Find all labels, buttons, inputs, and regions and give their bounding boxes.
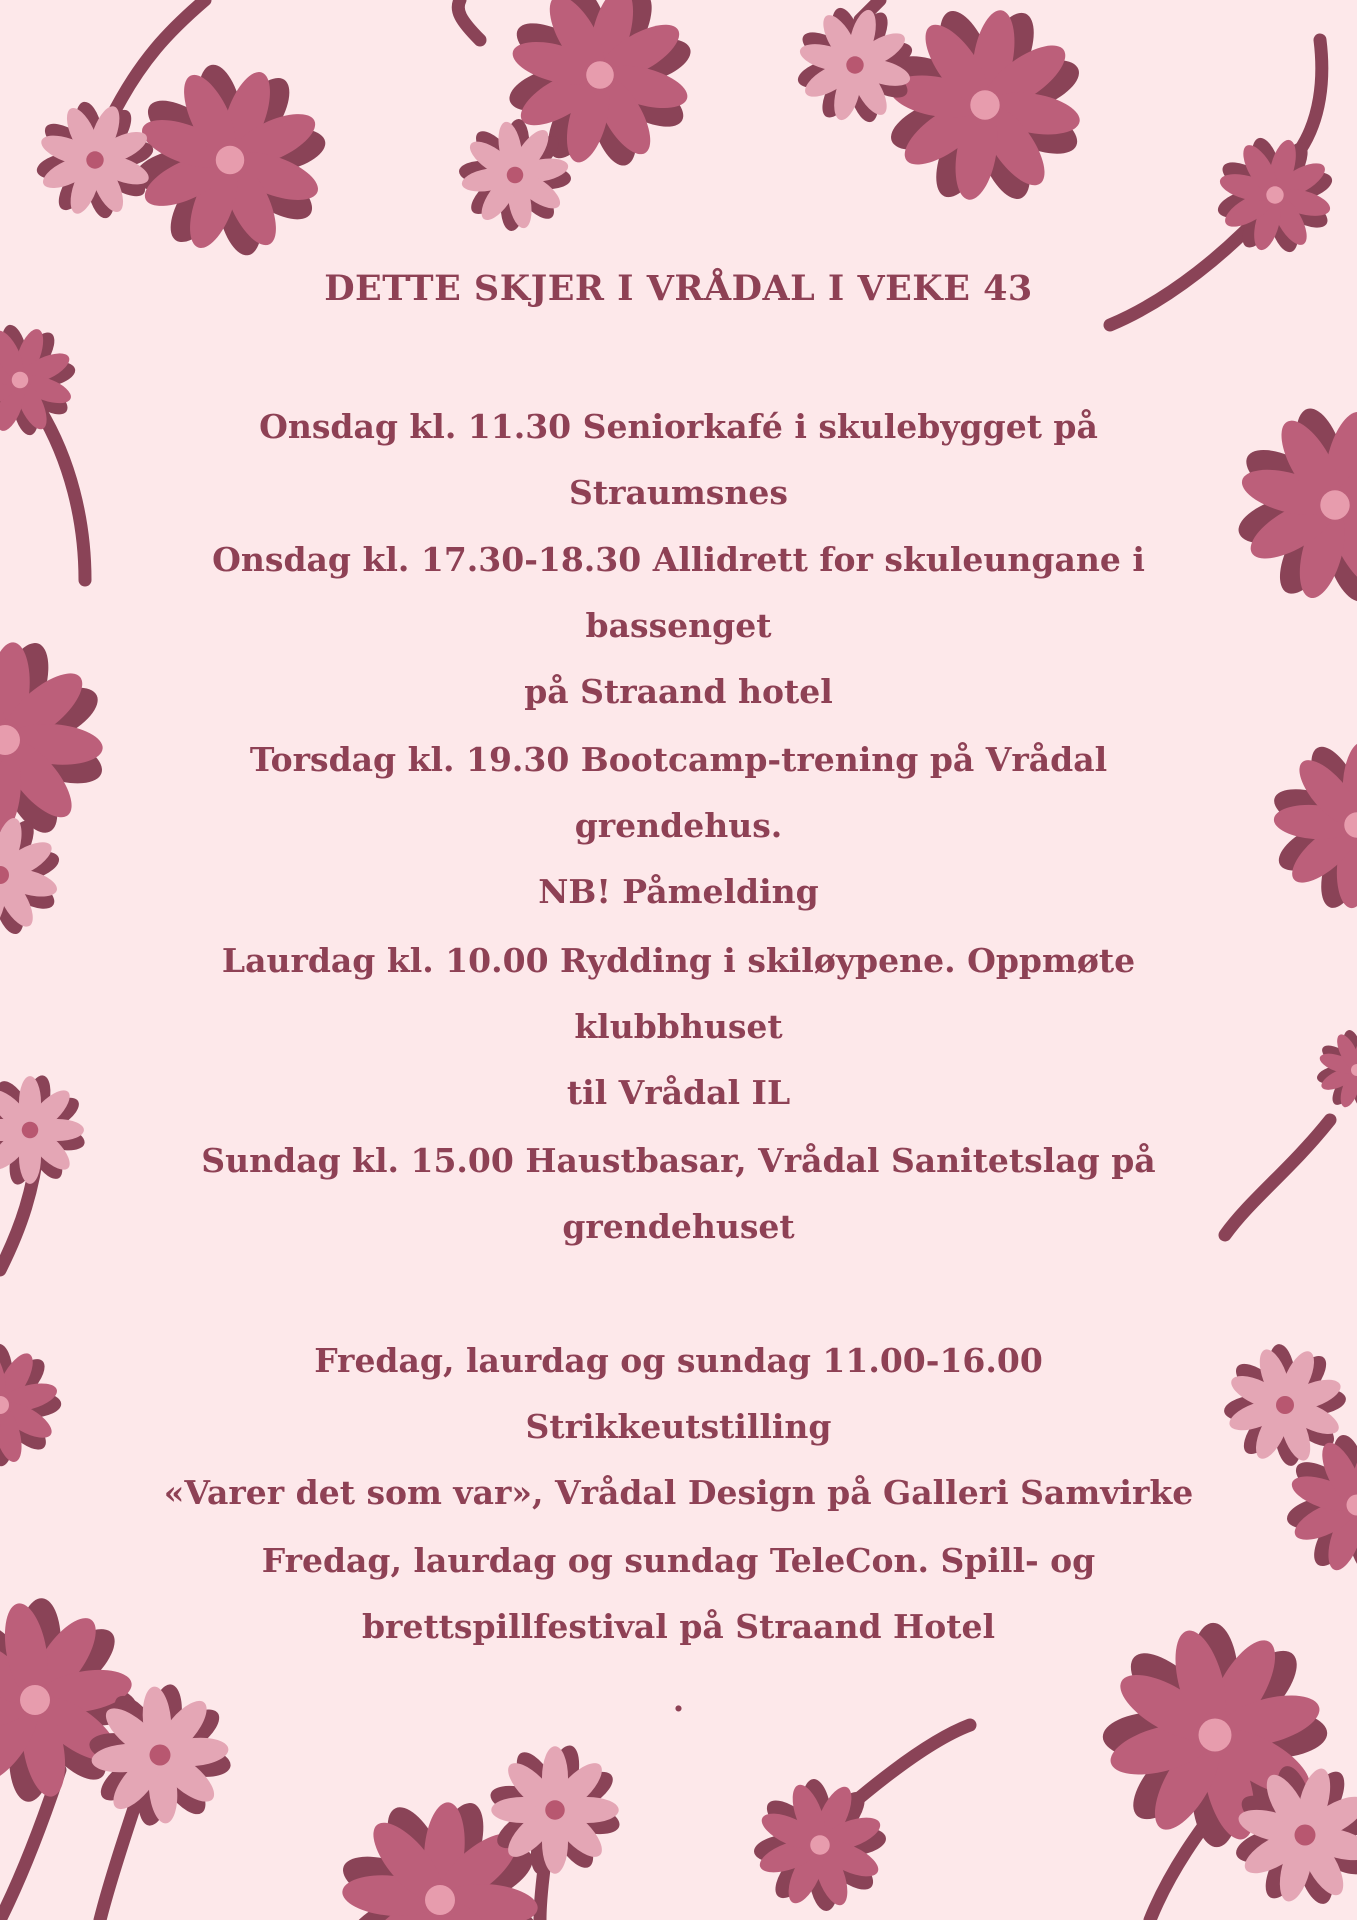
event-line: Fredag, laurdag og sundag TeleCon. Spill- og	[261, 1541, 1096, 1580]
event-item	[160, 394, 1197, 526]
event-item	[160, 1128, 1197, 1260]
event-line: «Varer det som var», Vrådal Design på Galleri Samvirke	[163, 1473, 1194, 1512]
event-line: Onsdag kl. 17.30-18.30 Allidrett for skuleungane i bassenget	[212, 540, 1145, 645]
event-line: Fredag, laurdag og sundag 11.00-16.00 Strikkeutstilling	[314, 1341, 1043, 1446]
event-item	[160, 527, 1197, 725]
event-line: brettspillfestival på Straand Hotel	[361, 1607, 996, 1646]
event-line: til Vrådal IL	[566, 1073, 791, 1112]
event-line: Torsdag kl. 19.30 Bootcamp-trening på Vrådal grendehus.	[249, 740, 1108, 845]
event-line: Sundag kl. 15.00 Haustbasar, Vrådal Sanitetslag på	[201, 1141, 1156, 1180]
trailing-dot: .	[672, 1680, 685, 1719]
event-item	[160, 928, 1197, 1126]
event-line: på Straand hotel	[524, 672, 833, 711]
event-line: Onsdag kl. 11.30 Seniorkafé i skulebygget på Straumsnes	[259, 407, 1098, 512]
page-title: DETTE SKJER I VRÅDAL I VEKE 43	[324, 268, 1033, 309]
event-line: NB! Påmelding	[538, 872, 819, 911]
event-line: Laurdag kl. 10.00 Rydding i skiløypene. Oppmøte klubbhuset	[221, 941, 1136, 1046]
event-line: grendehuset	[562, 1207, 795, 1246]
event-item	[160, 1528, 1197, 1660]
event-item	[160, 1328, 1197, 1526]
event-item	[160, 727, 1197, 925]
